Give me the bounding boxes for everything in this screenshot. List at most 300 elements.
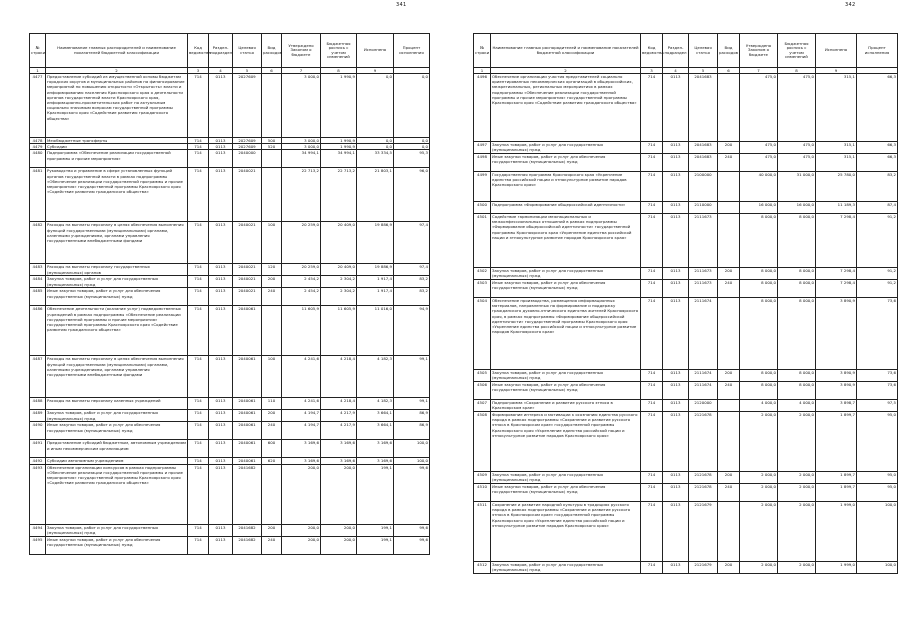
row-number: 4498	[474, 154, 491, 172]
item-name: Иные закупки товаров, работ и услуг для обеспечения государственных (муниципальных) нужд	[491, 484, 641, 502]
execution-percent: 95,0	[857, 472, 898, 484]
expense-type	[718, 214, 740, 268]
table-row	[30, 74, 430, 138]
row-number: 4487	[30, 356, 46, 398]
row-number: 4485	[30, 288, 46, 306]
item-name: Расходы на выплаты персоналу казенных учреждений	[46, 398, 188, 410]
section-code: 0113	[209, 288, 233, 306]
table-row	[474, 154, 898, 172]
target-article: 2040061	[233, 410, 262, 422]
row-number: 4494	[30, 524, 46, 536]
column-number: 9	[816, 68, 857, 74]
header-section: Раздел-подраздел	[209, 34, 233, 68]
item-name: Закупка товаров, работ и услуг для государственных (муниципальных) нужд	[491, 472, 641, 484]
executed-amount: 19 886,9	[357, 264, 394, 276]
budget-schedule-amount: 20 409,0	[321, 264, 357, 276]
approved-amount: 475,0	[740, 142, 778, 154]
department-code: 714	[188, 138, 209, 144]
table-body	[30, 74, 430, 555]
row-number: 4486	[30, 306, 46, 356]
department-code: 714	[641, 382, 663, 400]
budget-schedule-amount: 20 409,0	[321, 222, 357, 264]
item-name: Расходы на выплаты персоналу в целях обеспечения выполнения функций государственными (муниципальными) органами, казенными учреждениями, органами управления государственными внебюджетными фондами	[46, 222, 188, 264]
item-name: Расходы на выплаты персоналу в целях обеспечения выполнения функций государственными (муниципальными) органами, казенными учреждениями, органами управления государственными внебюджетными фондами	[46, 356, 188, 398]
row-number: 4493	[30, 464, 46, 524]
column-number: 5	[233, 68, 262, 74]
executed-amount: 0,0	[357, 74, 394, 138]
table-row	[474, 412, 898, 472]
budget-schedule-amount: 11 605,9	[321, 306, 357, 356]
target-article: 2041683	[689, 142, 718, 154]
header-row-number: № строки	[30, 34, 46, 68]
row-number: 4495	[30, 536, 46, 554]
budget-schedule-amount: 8 000,0	[778, 298, 816, 370]
department-code: 714	[188, 222, 209, 264]
row-number: 4500	[474, 202, 491, 214]
target-article: 2041682	[233, 524, 262, 536]
item-name: Иные закупки товаров, работ и услуг для обеспечения государственных (муниципальных) нужд	[491, 382, 641, 400]
expense-type: 200	[262, 524, 282, 536]
execution-percent: 66,3	[857, 142, 898, 154]
execution-percent: 0,0	[394, 74, 430, 138]
execution-percent: 97,4	[394, 264, 430, 276]
item-name: Расходы на выплаты персоналу государственных (муниципальных) органов	[46, 264, 188, 276]
row-number: 4512	[474, 562, 491, 574]
header-row-number: № строки	[474, 34, 491, 68]
item-name: Обеспечение организации участия представителей социально ориентированных некоммерческих организаций в общероссийских, межрегиональных, региональных мероприятиях в рамках подпрограммы «Обеспечение реализации государственной программы и прочие мероприятия» государственной программы Красноярского края «Содействие развитию гражданского общества»	[491, 74, 641, 142]
table-row	[474, 74, 898, 142]
target-article: 2120000	[689, 400, 718, 412]
budget-schedule-amount: 16 000,0	[778, 202, 816, 214]
budget-schedule-amount: 8 000,0	[778, 370, 816, 382]
table-header-row	[30, 34, 430, 68]
executed-amount: 3 898,7	[816, 400, 857, 412]
table-body	[474, 74, 898, 574]
target-article: 2121678	[689, 472, 718, 484]
approved-amount: 475,0	[740, 154, 778, 172]
execution-percent: 83,2	[857, 172, 898, 202]
target-article: 2041682	[233, 464, 262, 524]
item-name: Руководство и управление в сфере установленных функций органов государственной власти в рамках подпрограммы «Обеспечение реализации государственной программы и прочие мероприятия» государственной программы Красноярского края «Содействие развитию гражданского общества»	[46, 168, 188, 222]
executed-amount: 199,1	[357, 464, 394, 524]
header-budget-schedule: Бюджетная роспись с учетом изменений	[321, 34, 357, 68]
budget-table	[29, 33, 430, 555]
approved-amount: 4 241,6	[282, 398, 321, 410]
execution-percent: 99,6	[394, 536, 430, 554]
table-row	[30, 524, 430, 536]
executed-amount: 3 169,6	[357, 440, 394, 458]
budget-schedule-amount: 2 000,0	[778, 412, 816, 472]
item-name: Закупка товаров, работ и услуг для государственных (муниципальных) нужд	[491, 370, 641, 382]
section-code: 0113	[663, 172, 689, 202]
target-article: 2040061	[233, 356, 262, 398]
approved-amount: 8 000,0	[740, 382, 778, 400]
target-article: 2110000	[689, 202, 718, 214]
row-number: 4482	[30, 222, 46, 264]
target-article: 2040021	[233, 222, 262, 264]
row-number: 4484	[30, 276, 46, 288]
department-code: 714	[641, 154, 663, 172]
table-row	[474, 202, 898, 214]
execution-percent: 73,6	[857, 382, 898, 400]
department-code: 714	[188, 306, 209, 356]
table-row	[30, 410, 430, 422]
target-article: 2111673	[689, 214, 718, 268]
execution-percent: 91,2	[857, 268, 898, 280]
execution-percent: 99,6	[394, 464, 430, 524]
executed-amount: 0,0	[357, 138, 394, 144]
expense-type: 110	[262, 398, 282, 410]
right-page	[452, 0, 905, 640]
expense-type: 600	[262, 440, 282, 458]
expense-type	[262, 464, 282, 524]
budget-schedule-amount: 1 990,9	[321, 144, 357, 150]
expense-type	[262, 74, 282, 138]
item-name: Иные закупки товаров, работ и услуг для обеспечения государственных (муниципальных) нужд	[46, 536, 188, 554]
item-name: Закупка товаров, работ и услуг для государственных (муниципальных) нужд	[491, 142, 641, 154]
approved-amount: 3 169,6	[282, 440, 321, 458]
expense-type: 200	[718, 268, 740, 280]
section-code: 0113	[209, 524, 233, 536]
approved-amount: 4 000,0	[740, 400, 778, 412]
table-row	[474, 214, 898, 268]
approved-amount: 2 000,0	[740, 412, 778, 472]
item-name: Подпрограмма «Обеспечение реализации государственной программы и прочие мероприятия»	[46, 150, 188, 168]
approved-amount: 20 259,0	[282, 222, 321, 264]
approved-amount: 475,0	[740, 74, 778, 142]
execution-percent: 100,0	[857, 562, 898, 574]
row-number: 4505	[474, 370, 491, 382]
target-article: 2040061	[233, 398, 262, 410]
row-number: 4490	[30, 422, 46, 440]
table-row	[474, 562, 898, 574]
expense-type: 240	[718, 484, 740, 502]
expense-type	[718, 502, 740, 562]
budget-schedule-amount: 4 218,4	[321, 356, 357, 398]
section-code: 0113	[209, 222, 233, 264]
row-number: 4492	[30, 458, 46, 464]
approved-amount: 8 000,0	[740, 370, 778, 382]
department-code: 714	[188, 276, 209, 288]
table-row	[474, 280, 898, 298]
row-number: 4502	[474, 268, 491, 280]
item-name: Иные закупки товаров, работ и услуг для обеспечения государственных (муниципальных) нужд	[491, 280, 641, 298]
department-code: 714	[641, 268, 663, 280]
section-code: 0113	[663, 370, 689, 382]
expense-type: 200	[718, 142, 740, 154]
target-article: 2121678	[689, 412, 718, 472]
executed-amount: 33 334,5	[357, 150, 394, 168]
item-name: Подпрограмма «Сохранение и развитие русского этноса в Красноярском крае»	[491, 400, 641, 412]
department-code: 714	[188, 74, 209, 138]
target-article: 2040021	[233, 264, 262, 276]
executed-amount: 7 298,4	[816, 214, 857, 268]
approved-amount: 3 000,0	[282, 74, 321, 138]
header-expense-type: Вид расходов	[262, 34, 282, 68]
row-number: 4488	[30, 398, 46, 410]
table-row	[30, 464, 430, 524]
budget-schedule-amount: 31 000,0	[778, 172, 816, 202]
section-code: 0113	[209, 422, 233, 440]
table-row	[30, 288, 430, 306]
header-section: Раздел-подраздел	[663, 34, 689, 68]
department-code: 714	[641, 484, 663, 502]
execution-percent: 95,3	[394, 150, 430, 168]
row-number: 4479	[30, 144, 46, 150]
section-code: 0113	[663, 298, 689, 370]
row-number: 4478	[30, 138, 46, 144]
execution-percent: 100,0	[394, 440, 430, 458]
execution-percent: 86,9	[394, 422, 430, 440]
budget-schedule-amount: 2 000,0	[778, 562, 816, 574]
budget-schedule-amount: 4 217,9	[321, 410, 357, 422]
executed-amount: 315,1	[816, 154, 857, 172]
column-number: 1	[30, 68, 46, 74]
budget-schedule-amount: 3 169,6	[321, 458, 357, 464]
expense-type	[262, 168, 282, 222]
expense-type: 240	[718, 154, 740, 172]
table-row	[30, 150, 430, 168]
executed-amount: 21 803,1	[357, 168, 394, 222]
target-article: 2121679	[689, 562, 718, 574]
row-number: 4497	[474, 142, 491, 154]
execution-percent: 86,9	[394, 410, 430, 422]
section-code: 0113	[663, 154, 689, 172]
approved-amount: 11 605,9	[282, 306, 321, 356]
section-code: 0113	[209, 276, 233, 288]
department-code: 714	[188, 524, 209, 536]
budget-schedule-amount: 1 990,9	[321, 74, 357, 138]
row-number: 4507	[474, 400, 491, 412]
execution-percent: 99,6	[394, 524, 430, 536]
execution-percent: 83,2	[394, 288, 430, 306]
header-name: Наименование главных распорядителей и наименование показателей бюджетной классификации	[491, 34, 641, 68]
header-name: Наименование главных распорядителей и наименование показателей бюджетной классификации	[46, 34, 188, 68]
table-row	[30, 398, 430, 410]
executed-amount: 3 664,1	[357, 422, 394, 440]
target-article: 2040061	[233, 440, 262, 458]
execution-percent: 97,5	[857, 400, 898, 412]
header-approved: Утверждено Законом о бюджете	[282, 34, 321, 68]
expense-type: 240	[262, 536, 282, 554]
item-name: Сохранение и развитие народной культуры в традициях русского народа в рамках подпрограммы «Сохранение и развитие русского этноса в Красноярском крае» государственной программы Красноярского края «Укрепление единства российской нации и этнокультурное развитие народов Красноярского края»	[491, 502, 641, 562]
row-number: 4489	[30, 410, 46, 422]
table-row	[30, 168, 430, 222]
budget-schedule-amount: 1 990,9	[321, 138, 357, 144]
table-row	[474, 172, 898, 202]
table-row	[474, 268, 898, 280]
executed-amount: 199,1	[357, 524, 394, 536]
item-name: Закупка товаров, работ и услуг для государственных (муниципальных) нужд	[46, 524, 188, 536]
section-code: 0113	[209, 440, 233, 458]
row-number: 4477	[30, 74, 46, 138]
department-code: 714	[641, 202, 663, 214]
execution-percent: 99,1	[394, 398, 430, 410]
expense-type	[718, 74, 740, 142]
department-code: 714	[188, 440, 209, 458]
department-code: 714	[188, 356, 209, 398]
section-code: 0113	[663, 502, 689, 562]
header-approved: Утверждено Законом о бюджете	[740, 34, 778, 68]
executed-amount: 3 890,9	[816, 382, 857, 400]
department-code: 714	[188, 264, 209, 276]
table-row	[474, 484, 898, 502]
column-number: 3	[188, 68, 209, 74]
target-article: 2041682	[233, 536, 262, 554]
approved-amount: 4 194,7	[282, 410, 321, 422]
approved-amount: 34 994,1	[282, 150, 321, 168]
approved-amount: 200,0	[282, 464, 321, 524]
approved-amount: 8 000,0	[740, 298, 778, 370]
section-code: 0113	[209, 150, 233, 168]
section-code: 0113	[663, 202, 689, 214]
budget-schedule-amount: 3 169,6	[321, 440, 357, 458]
section-code: 0113	[663, 562, 689, 574]
section-code: 0113	[663, 268, 689, 280]
expense-type: 120	[262, 264, 282, 276]
executed-amount: 3 664,1	[357, 410, 394, 422]
approved-amount: 3 000,0	[282, 138, 321, 144]
row-number: 4491	[30, 440, 46, 458]
target-article: 2111673	[689, 268, 718, 280]
row-number: 4508	[474, 412, 491, 472]
department-code: 714	[188, 144, 209, 150]
expense-type: 200	[718, 562, 740, 574]
approved-amount: 8 000,0	[740, 268, 778, 280]
executed-amount: 7 298,4	[816, 280, 857, 298]
row-number: 4503	[474, 280, 491, 298]
section-code: 0113	[209, 458, 233, 464]
column-number: 1	[474, 68, 491, 74]
section-code: 0113	[663, 74, 689, 142]
header-executed: Исполнено	[816, 34, 857, 68]
table-row	[30, 536, 430, 554]
executed-amount: 11 189,3	[816, 202, 857, 214]
department-code: 714	[641, 214, 663, 268]
executed-amount: 19 886,9	[357, 222, 394, 264]
column-number: 8	[778, 68, 816, 74]
approved-amount: 3 000,0	[282, 144, 321, 150]
executed-amount: 3 169,6	[357, 458, 394, 464]
expense-type: 200	[262, 410, 282, 422]
item-name: Предоставление субсидий из имущественной основы бюджетам городских округов и муниципальных районов на финансирование мероприятий по повышению открытости «Открытость» власти и информированию населения Красноярского края о деятельности органов государственной власти Красноярского края, информационно-просветительских работ по актуальным социально значимым вопросам государственной программы Красноярского края «Содействие развитию гражданского общества»	[46, 74, 188, 138]
department-code: 714	[188, 422, 209, 440]
section-code: 0113	[209, 74, 233, 138]
department-code: 714	[188, 150, 209, 168]
approved-amount: 2 000,0	[740, 484, 778, 502]
target-article: 2027609	[233, 74, 262, 138]
section-code: 0113	[663, 142, 689, 154]
item-name: Содействие гармонизации межнациональных и межконфессиональных отношений в рамках подпрограммы «Формирование общероссийской идентичности» государственной программы Красноярского края «Укрепление единства российской нации и этнокультурное развитие народов Красноярского края»	[491, 214, 641, 268]
item-name: Обеспечение организации конкурсов в рамках подпрограммы «Обеспечение реализации государственной программы и прочие мероприятия» государственной программы Красноярского края «Содействие развитию гражданского общества»	[46, 464, 188, 524]
executed-amount: 3 890,9	[816, 370, 857, 382]
execution-percent: 66,3	[857, 74, 898, 142]
budget-schedule-amount: 2 000,0	[778, 472, 816, 484]
expense-type: 100	[262, 356, 282, 398]
department-code: 714	[188, 464, 209, 524]
executed-amount: 4 182,3	[357, 398, 394, 410]
row-number: 4480	[30, 150, 46, 168]
execution-percent: 91,2	[857, 214, 898, 268]
item-name: Иные закупки товаров, работ и услуг для обеспечения государственных (муниципальных) нужд	[46, 288, 188, 306]
execution-percent: 95,0	[857, 484, 898, 502]
section-code: 0113	[209, 398, 233, 410]
target-article: 2041683	[689, 74, 718, 142]
expense-type	[262, 150, 282, 168]
approved-amount: 22 713,2	[282, 168, 321, 222]
executed-amount: 315,1	[816, 142, 857, 154]
execution-percent: 66,3	[857, 154, 898, 172]
execution-percent: 87,4	[857, 202, 898, 214]
row-number: 4481	[30, 168, 46, 222]
expense-type: 240	[262, 288, 282, 306]
department-code: 714	[188, 398, 209, 410]
budget-schedule-amount: 2 304,2	[321, 276, 357, 288]
budget-schedule-amount: 2 304,2	[321, 288, 357, 306]
table-row	[474, 142, 898, 154]
expense-type: 620	[262, 458, 282, 464]
department-code: 714	[188, 458, 209, 464]
expense-type: 240	[718, 280, 740, 298]
target-article: 2111674	[689, 298, 718, 370]
target-article: 2040000	[233, 150, 262, 168]
expense-type: 240	[718, 382, 740, 400]
section-code: 0113	[663, 484, 689, 502]
approved-amount: 8 000,0	[740, 280, 778, 298]
approved-amount: 16 000,0	[740, 202, 778, 214]
row-number: 4501	[474, 214, 491, 268]
header-department-code: Код ведомства	[188, 34, 209, 68]
target-article: 2041683	[689, 154, 718, 172]
department-code: 714	[641, 502, 663, 562]
table-row	[30, 306, 430, 356]
budget-schedule-amount: 475,0	[778, 154, 816, 172]
header-percent: Процент исполнения	[857, 34, 898, 68]
expense-type: 100	[262, 222, 282, 264]
row-number: 4483	[30, 264, 46, 276]
section-code: 0113	[209, 306, 233, 356]
executed-amount: 11 016,0	[357, 306, 394, 356]
row-number: 4506	[474, 382, 491, 400]
department-code: 714	[641, 172, 663, 202]
budget-schedule-amount: 8 000,0	[778, 280, 816, 298]
target-article: 2100000	[689, 172, 718, 202]
column-number: 6	[262, 68, 282, 74]
executed-amount: 4 182,3	[357, 356, 394, 398]
budget-schedule-amount: 4 000,0	[778, 400, 816, 412]
target-article: 2040061	[233, 306, 262, 356]
header-target-article: Целевая статья	[689, 34, 718, 68]
row-number: 4504	[474, 298, 491, 370]
expense-type	[718, 400, 740, 412]
table-row	[30, 276, 430, 288]
section-code: 0113	[209, 144, 233, 150]
section-code: 0113	[209, 410, 233, 422]
column-number: 9	[357, 68, 394, 74]
executed-amount: 7 298,4	[816, 268, 857, 280]
target-article: 2121679	[689, 502, 718, 562]
executed-amount: 315,1	[816, 74, 857, 142]
table-row	[30, 264, 430, 276]
approved-amount: 2 454,2	[282, 288, 321, 306]
execution-percent: 95,0	[857, 412, 898, 472]
approved-amount: 8 000,0	[740, 214, 778, 268]
column-number: 6	[718, 68, 740, 74]
expense-type: 200	[262, 276, 282, 288]
target-article: 2040021	[233, 168, 262, 222]
expense-type	[718, 202, 740, 214]
item-name: Закупка товаров, работ и услуг для государственных (муниципальных) нужд	[491, 562, 641, 574]
